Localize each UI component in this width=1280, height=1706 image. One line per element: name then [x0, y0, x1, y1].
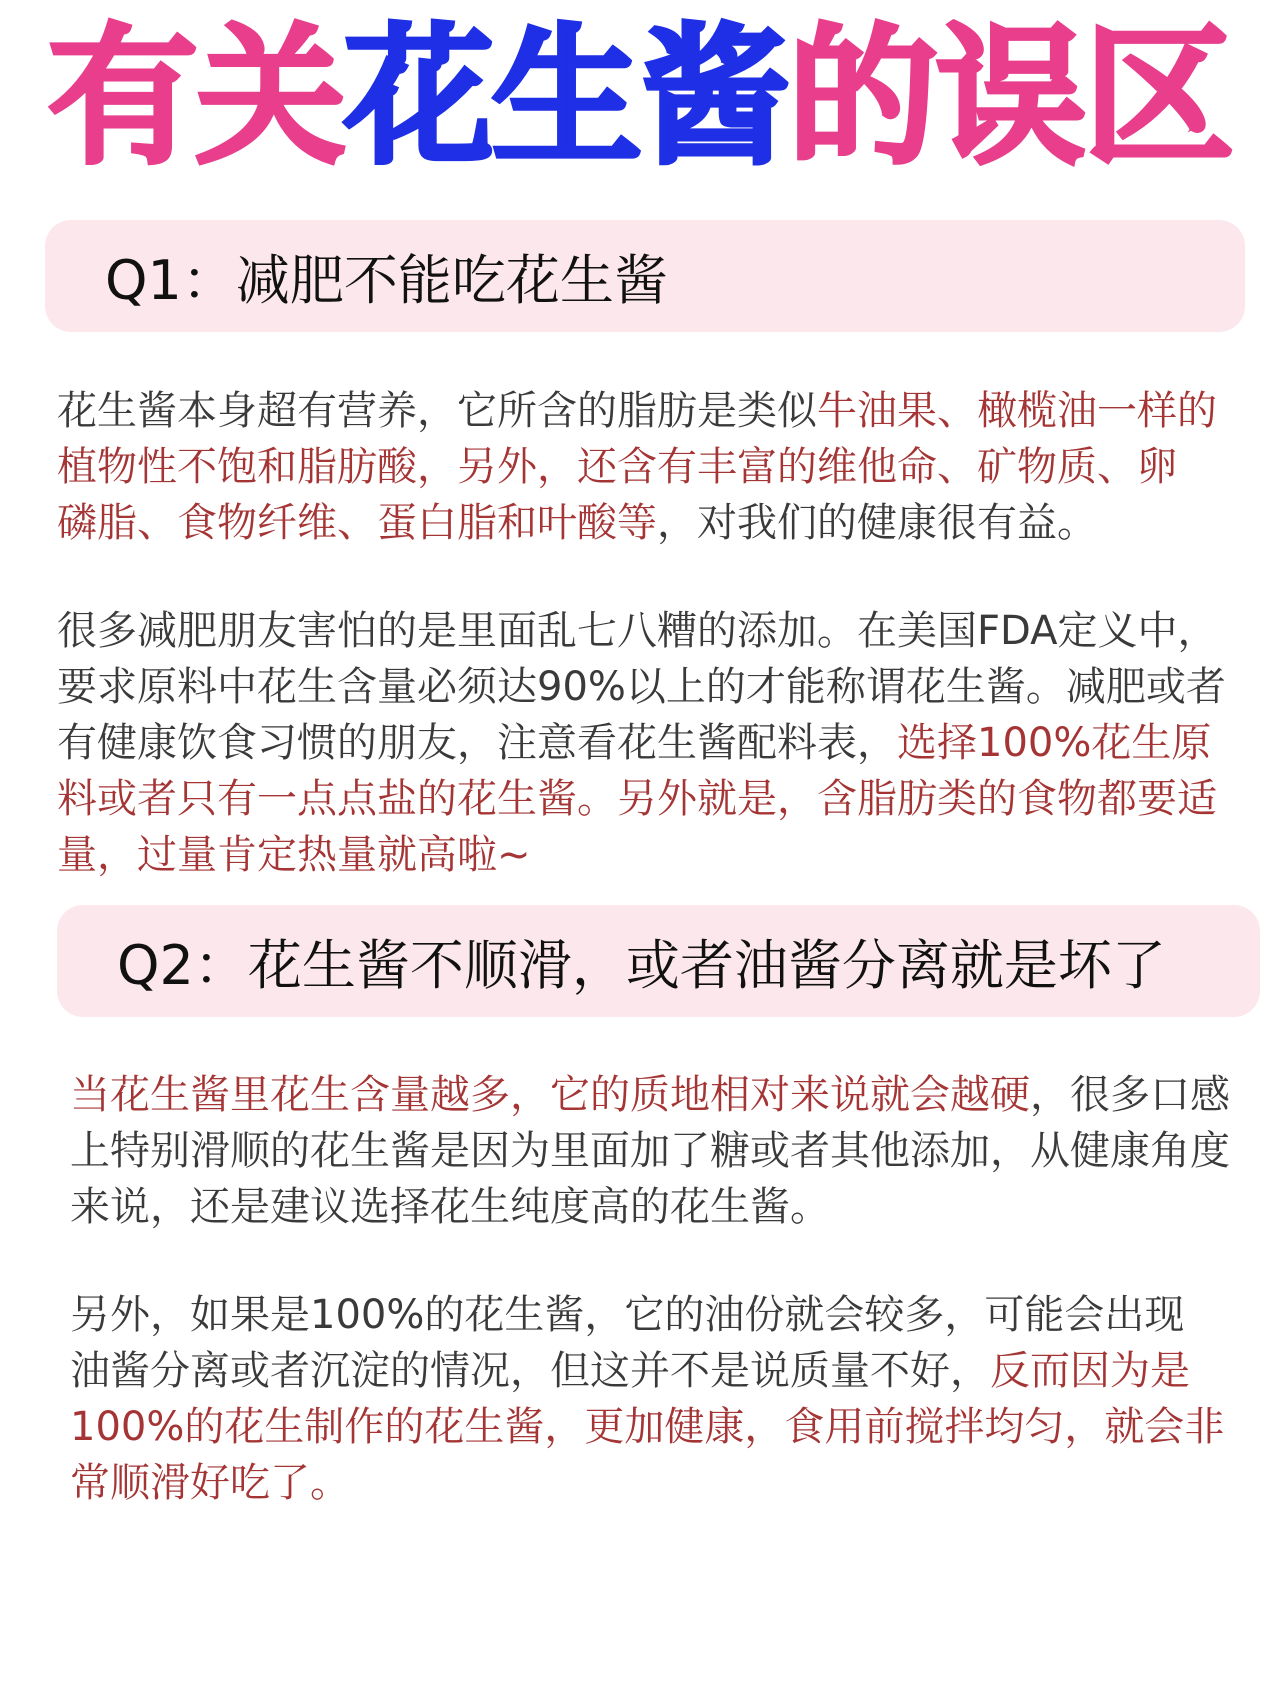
text-segment: 油酱分离或者沉淀的情况，但这并不是说质量不好，	[70, 1348, 990, 1394]
text-segment: 有健康饮食习惯的朋友，注意看花生酱配料表，	[57, 720, 897, 766]
highlight-text: 量，过量肯定热量就高啦~	[57, 832, 531, 878]
text-line	[57, 383, 1217, 439]
text-segment: ，对我们的健康很有益。	[657, 500, 1097, 546]
question-1-banner	[45, 220, 1245, 332]
answer-1-paragraph-1	[57, 383, 1217, 551]
title-part-3: 的误区	[788, 11, 1233, 185]
question-2-label: Q2：花生酱不顺滑，或者油酱分离就是坏了	[117, 933, 1166, 997]
title-part-2: 花生酱	[343, 11, 788, 185]
text-segment: ，很多口感	[1030, 1072, 1230, 1118]
text-line	[57, 715, 1226, 771]
text-line	[57, 495, 1217, 551]
text-line: 很多减肥朋友害怕的是里面乱七八糟的添加。在美国FDA定义中，	[57, 608, 1218, 654]
question-2-banner	[57, 905, 1260, 1017]
highlight-text: 牛油果、橄榄油一样的	[817, 388, 1217, 434]
text-line	[70, 1343, 1224, 1399]
highlight-text: 料或者只有一点点盐的花生酱。另外就是，含脂肪类的食物都要适	[57, 776, 1217, 822]
answer-1-paragraph-2	[57, 603, 1226, 883]
highlight-text: 100%的花生制作的花生酱，更加健康，食用前搅拌均匀，就会非	[70, 1404, 1225, 1450]
text-line: 另外，如果是100%的花生酱，它的油份就会较多，可能会出现	[70, 1292, 1185, 1338]
text-line: 上特别滑顺的花生酱是因为里面加了糖或者其他添加，从健康角度	[70, 1128, 1230, 1174]
text-segment: 花生酱本身超有营养，它所含的脂肪是类似	[57, 388, 817, 434]
answer-2-paragraph-1	[70, 1067, 1230, 1235]
answer-2-paragraph-2	[70, 1287, 1224, 1511]
highlight-text: 磷脂、食物纤维、蛋白脂和叶酸等	[57, 500, 657, 546]
title-part-1: 有关	[47, 11, 344, 185]
highlight-text: 常顺滑好吃了。	[70, 1460, 350, 1506]
highlight-text: 选择100%花生原	[897, 720, 1212, 766]
highlight-text: 植物性不饱和脂肪酸，另外，还含有丰富的维他命、矿物质、卵	[57, 444, 1177, 490]
highlight-text: 反而因为是	[990, 1348, 1190, 1394]
text-line: 来说，还是建议选择花生纯度高的花生酱。	[70, 1184, 830, 1230]
question-1-label: Q1：减肥不能吃花生酱	[105, 248, 668, 312]
text-line: 要求原料中花生含量必须达90%以上的才能称谓花生酱。减肥或者	[57, 664, 1226, 710]
text-line	[70, 1067, 1230, 1123]
page-title	[0, 11, 1280, 185]
highlight-text: 当花生酱里花生含量越多，它的质地相对来说就会越硬	[70, 1072, 1030, 1118]
